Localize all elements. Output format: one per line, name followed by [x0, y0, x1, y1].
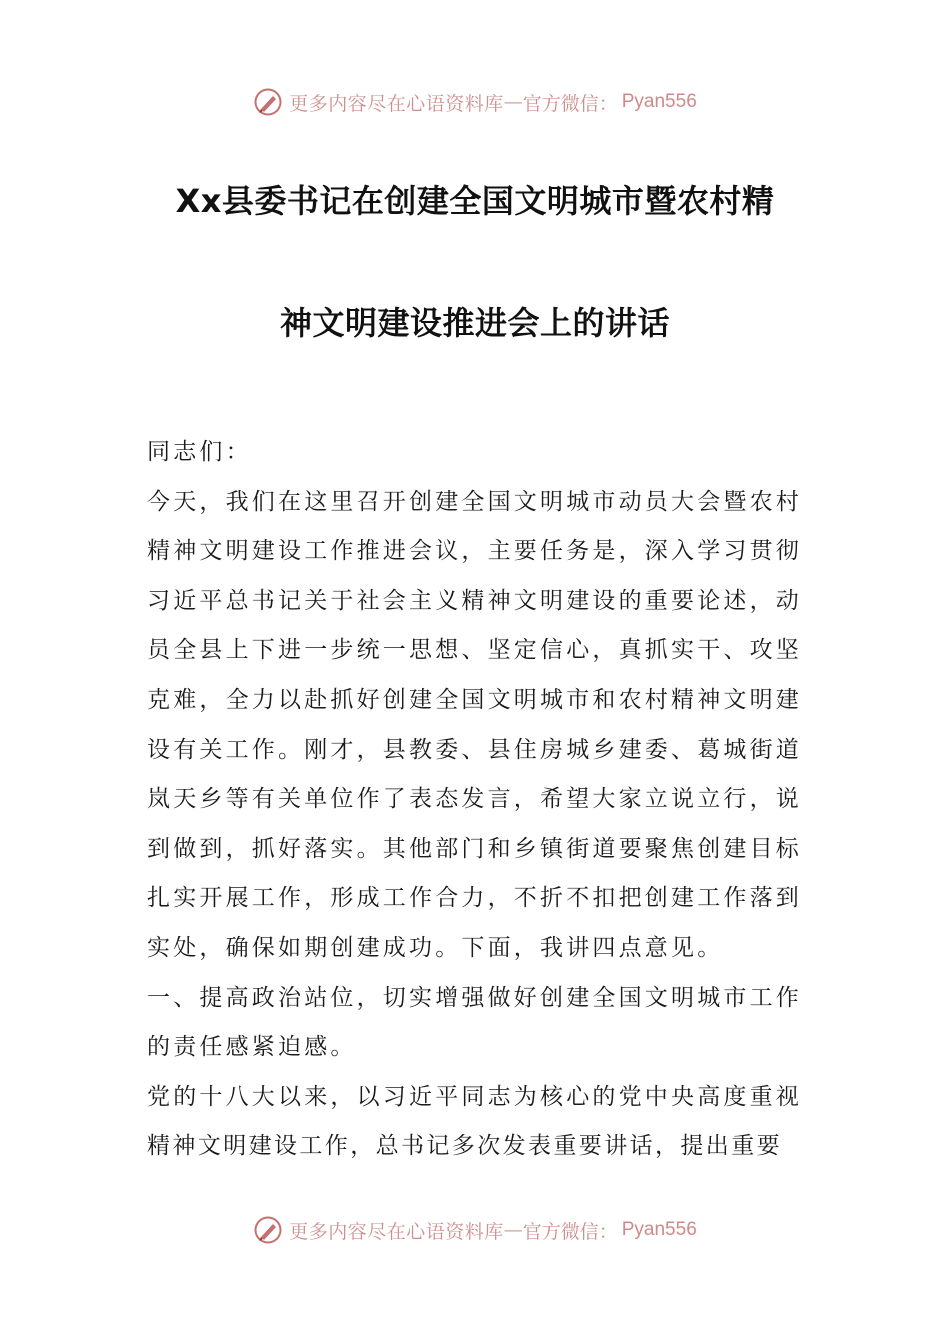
pen-logo-icon: [253, 1215, 283, 1245]
pen-logo-icon: [253, 87, 283, 117]
body-line: 党的十八大以来，以习近平同志为核心的党中央高度重视: [147, 1083, 802, 1110]
body-line: 岚天乡等有关单位作了表态发言，希望大家立说立行，说: [147, 786, 802, 813]
section-heading-line: 的责任感紧迫感。: [147, 1034, 357, 1061]
document-title-line-1: Xx县委书记在创建全国文明城市暨农村精: [175, 182, 775, 220]
body-line: 实处，确保如期创建成功。下面，我讲四点意见。: [147, 934, 724, 961]
watermark-separator: —: [503, 1219, 523, 1241]
watermark-text: 更多内容尽在心语资料库: [289, 92, 504, 115]
watermark-text: 更多内容尽在心语资料库: [289, 1220, 504, 1243]
wechat-id: Pyan556: [621, 1219, 697, 1240]
wechat-id: Pyan556: [621, 91, 697, 112]
body-line: 员全县上下进一步统一思想、坚定信心，真抓实干、攻坚: [147, 637, 802, 664]
footer-watermark: [0, 1210, 950, 1250]
header-watermark: [0, 82, 950, 122]
watermark-separator: —: [503, 91, 523, 113]
wechat-label: 官方微信：: [522, 92, 618, 115]
document-body: [147, 428, 807, 1172]
body-line: 精神文明建设工作，总书记多次发表重要讲话，提出重要: [147, 1133, 782, 1160]
body-line: 今天，我们在这里召开创建全国文明城市动员大会暨农村: [147, 488, 802, 515]
body-line: 精神文明建设工作推进会议，主要任务是，深入学习贯彻: [147, 538, 802, 565]
body-line: 克难，全力以赴抓好创建全国文明城市和农村精神文明建: [147, 686, 802, 713]
body-line: 扎实开展工作，形成工作合力，不折不扣把创建工作落到: [147, 885, 802, 912]
section-heading-line: 一、提高政治站位，切实增强做好创建全国文明城市工作: [147, 984, 802, 1011]
wechat-label: 官方微信：: [522, 1220, 618, 1243]
body-line: 同志们：: [147, 439, 252, 465]
body-line: 习近平总书记关于社会主义精神文明建设的重要论述，动: [147, 587, 802, 614]
body-line: 到做到，抓好落实。其他部门和乡镇街道要聚焦创建目标: [147, 835, 802, 862]
document-title-line-2: 神文明建设推进会上的讲话: [279, 304, 670, 342]
body-line: 设有关工作。刚才，县教委、县住房城乡建委、葛城街道: [147, 736, 802, 763]
